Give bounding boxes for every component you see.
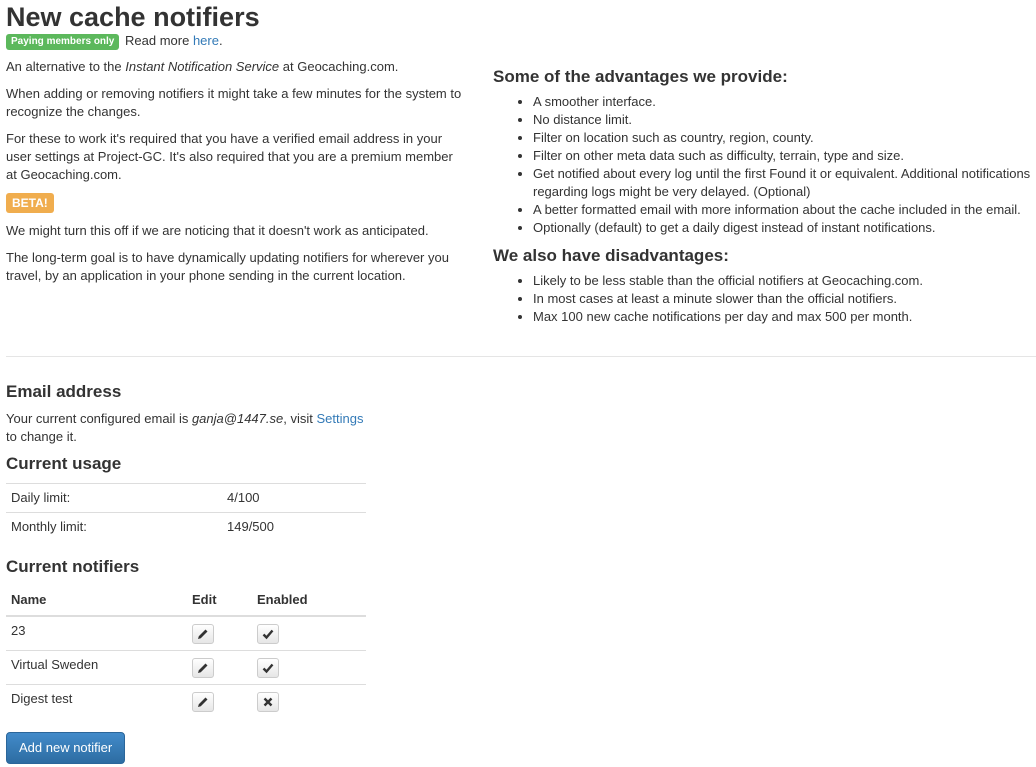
- notifiers-table: [6, 588, 366, 718]
- enabled-toggle-button[interactable]: [257, 658, 279, 678]
- intro-p1-pre: An alternative to the: [6, 59, 126, 74]
- section-divider: [6, 356, 1036, 357]
- intro-paragraph-2: When adding or removing notifiers it might take a few minutes for the system to recognize the changes.: [6, 86, 462, 119]
- usage-table: [6, 483, 366, 541]
- table-header-row: [6, 588, 366, 616]
- pencil-icon: [197, 696, 209, 708]
- pencil-icon: [197, 662, 209, 674]
- intro-paragraph-4: We might turn this off if we are noticing that it doesn't work as anticipated.: [6, 223, 429, 238]
- advantage-item: • No distance limit.: [533, 111, 1036, 129]
- intro-p1-emphasis: Instant Notification Service: [125, 59, 280, 74]
- edit-button[interactable]: [192, 624, 214, 644]
- daily-limit-value: 4/100: [222, 484, 366, 513]
- email-text-post: to change it.: [6, 429, 77, 444]
- intro-p1-post: at Geocaching.com.: [279, 59, 399, 74]
- column-header-name: Name: [6, 588, 187, 616]
- intro-paragraph-5: The long-term goal is to have dynamically updating notifiers for wherever you travel, by an application in your phone sending in the current location.: [6, 250, 449, 283]
- members-line: [6, 32, 223, 50]
- advantage-item: • Optionally (default) to get a daily digest instead of instant notifications.: [533, 219, 1036, 237]
- monthly-limit-label: Monthly limit:: [6, 513, 222, 542]
- column-header-edit: Edit: [187, 588, 252, 616]
- paying-members-badge: Paying members only: [6, 34, 119, 50]
- email-text-pre: Your current configured email is: [6, 411, 192, 426]
- disadvantage-item: • Max 100 new cache notifications per day and max 500 per month.: [533, 308, 1036, 326]
- disadvantage-item: • Likely to be less stable than the official notifiers at Geocaching.com.: [533, 272, 1036, 290]
- pencil-icon: [197, 628, 209, 640]
- disadvantage-item: • In most cases at least a minute slower than the official notifiers.: [533, 290, 1036, 308]
- settings-link[interactable]: Settings: [316, 411, 364, 426]
- column-header-enabled: Enabled: [252, 588, 366, 616]
- advantage-item: • Get notified about every log until the first Found it or equivalent. Additional notifications regarding logs might be very delayed. (Optional): [533, 165, 1036, 201]
- edit-button[interactable]: [192, 658, 214, 678]
- table-row: [6, 616, 366, 651]
- advantage-item: • Filter on other meta data such as difficulty, terrain, type and size.: [533, 147, 1036, 165]
- edit-button[interactable]: [192, 692, 214, 712]
- email-heading: Email address: [6, 382, 122, 401]
- page-title: New cache notifiers: [6, 2, 260, 32]
- enabled-toggle-button[interactable]: [257, 624, 279, 644]
- intro-paragraph-3: For these to work it's required that you have a verified email address in your user settings at Project-GC. It's also required that you are a premium member at Geocaching.com.: [6, 131, 453, 182]
- check-icon: [262, 628, 274, 640]
- enabled-toggle-button[interactable]: [257, 692, 279, 712]
- notifier-name: Digest test: [6, 685, 187, 719]
- table-row: [6, 685, 366, 719]
- notifier-name: Virtual Sweden: [6, 651, 187, 685]
- email-text: [6, 410, 376, 446]
- x-icon: [262, 696, 274, 708]
- disadvantages-list: [493, 272, 1036, 326]
- read-more-period: .: [218, 33, 223, 48]
- advantages-heading: Some of the advantages we provide:: [493, 67, 788, 86]
- check-icon: [262, 662, 274, 674]
- advantages-section: [493, 66, 1036, 334]
- table-row: [6, 513, 366, 542]
- table-row: [6, 484, 366, 513]
- email-text-mid: , visit: [283, 411, 317, 426]
- daily-limit-label: Daily limit:: [6, 484, 222, 513]
- advantage-item: • Filter on location such as country, region, county.: [533, 129, 1036, 147]
- advantages-list: [493, 93, 1036, 237]
- disadvantages-heading: We also have disadvantages:: [493, 246, 729, 265]
- beta-badge: BETA!: [6, 193, 54, 213]
- notifier-name: 23: [11, 623, 26, 638]
- intro-paragraph-1: [6, 58, 466, 76]
- read-more-text: Read more: [125, 33, 190, 48]
- usage-heading: Current usage: [6, 454, 122, 473]
- advantage-item: • A better formatted email with more information about the cache included in the email.: [533, 201, 1036, 219]
- table-row: [6, 651, 366, 685]
- add-new-notifier-button[interactable]: Add new notifier: [6, 732, 125, 764]
- monthly-limit-value: 149/500: [222, 513, 366, 542]
- notifiers-heading: Current notifiers: [6, 557, 140, 576]
- read-more-link[interactable]: here: [192, 33, 219, 48]
- email-address: ganja@1447.se: [191, 411, 284, 426]
- advantage-item: • A smoother interface.: [533, 93, 1036, 111]
- intro-section: [6, 58, 466, 294]
